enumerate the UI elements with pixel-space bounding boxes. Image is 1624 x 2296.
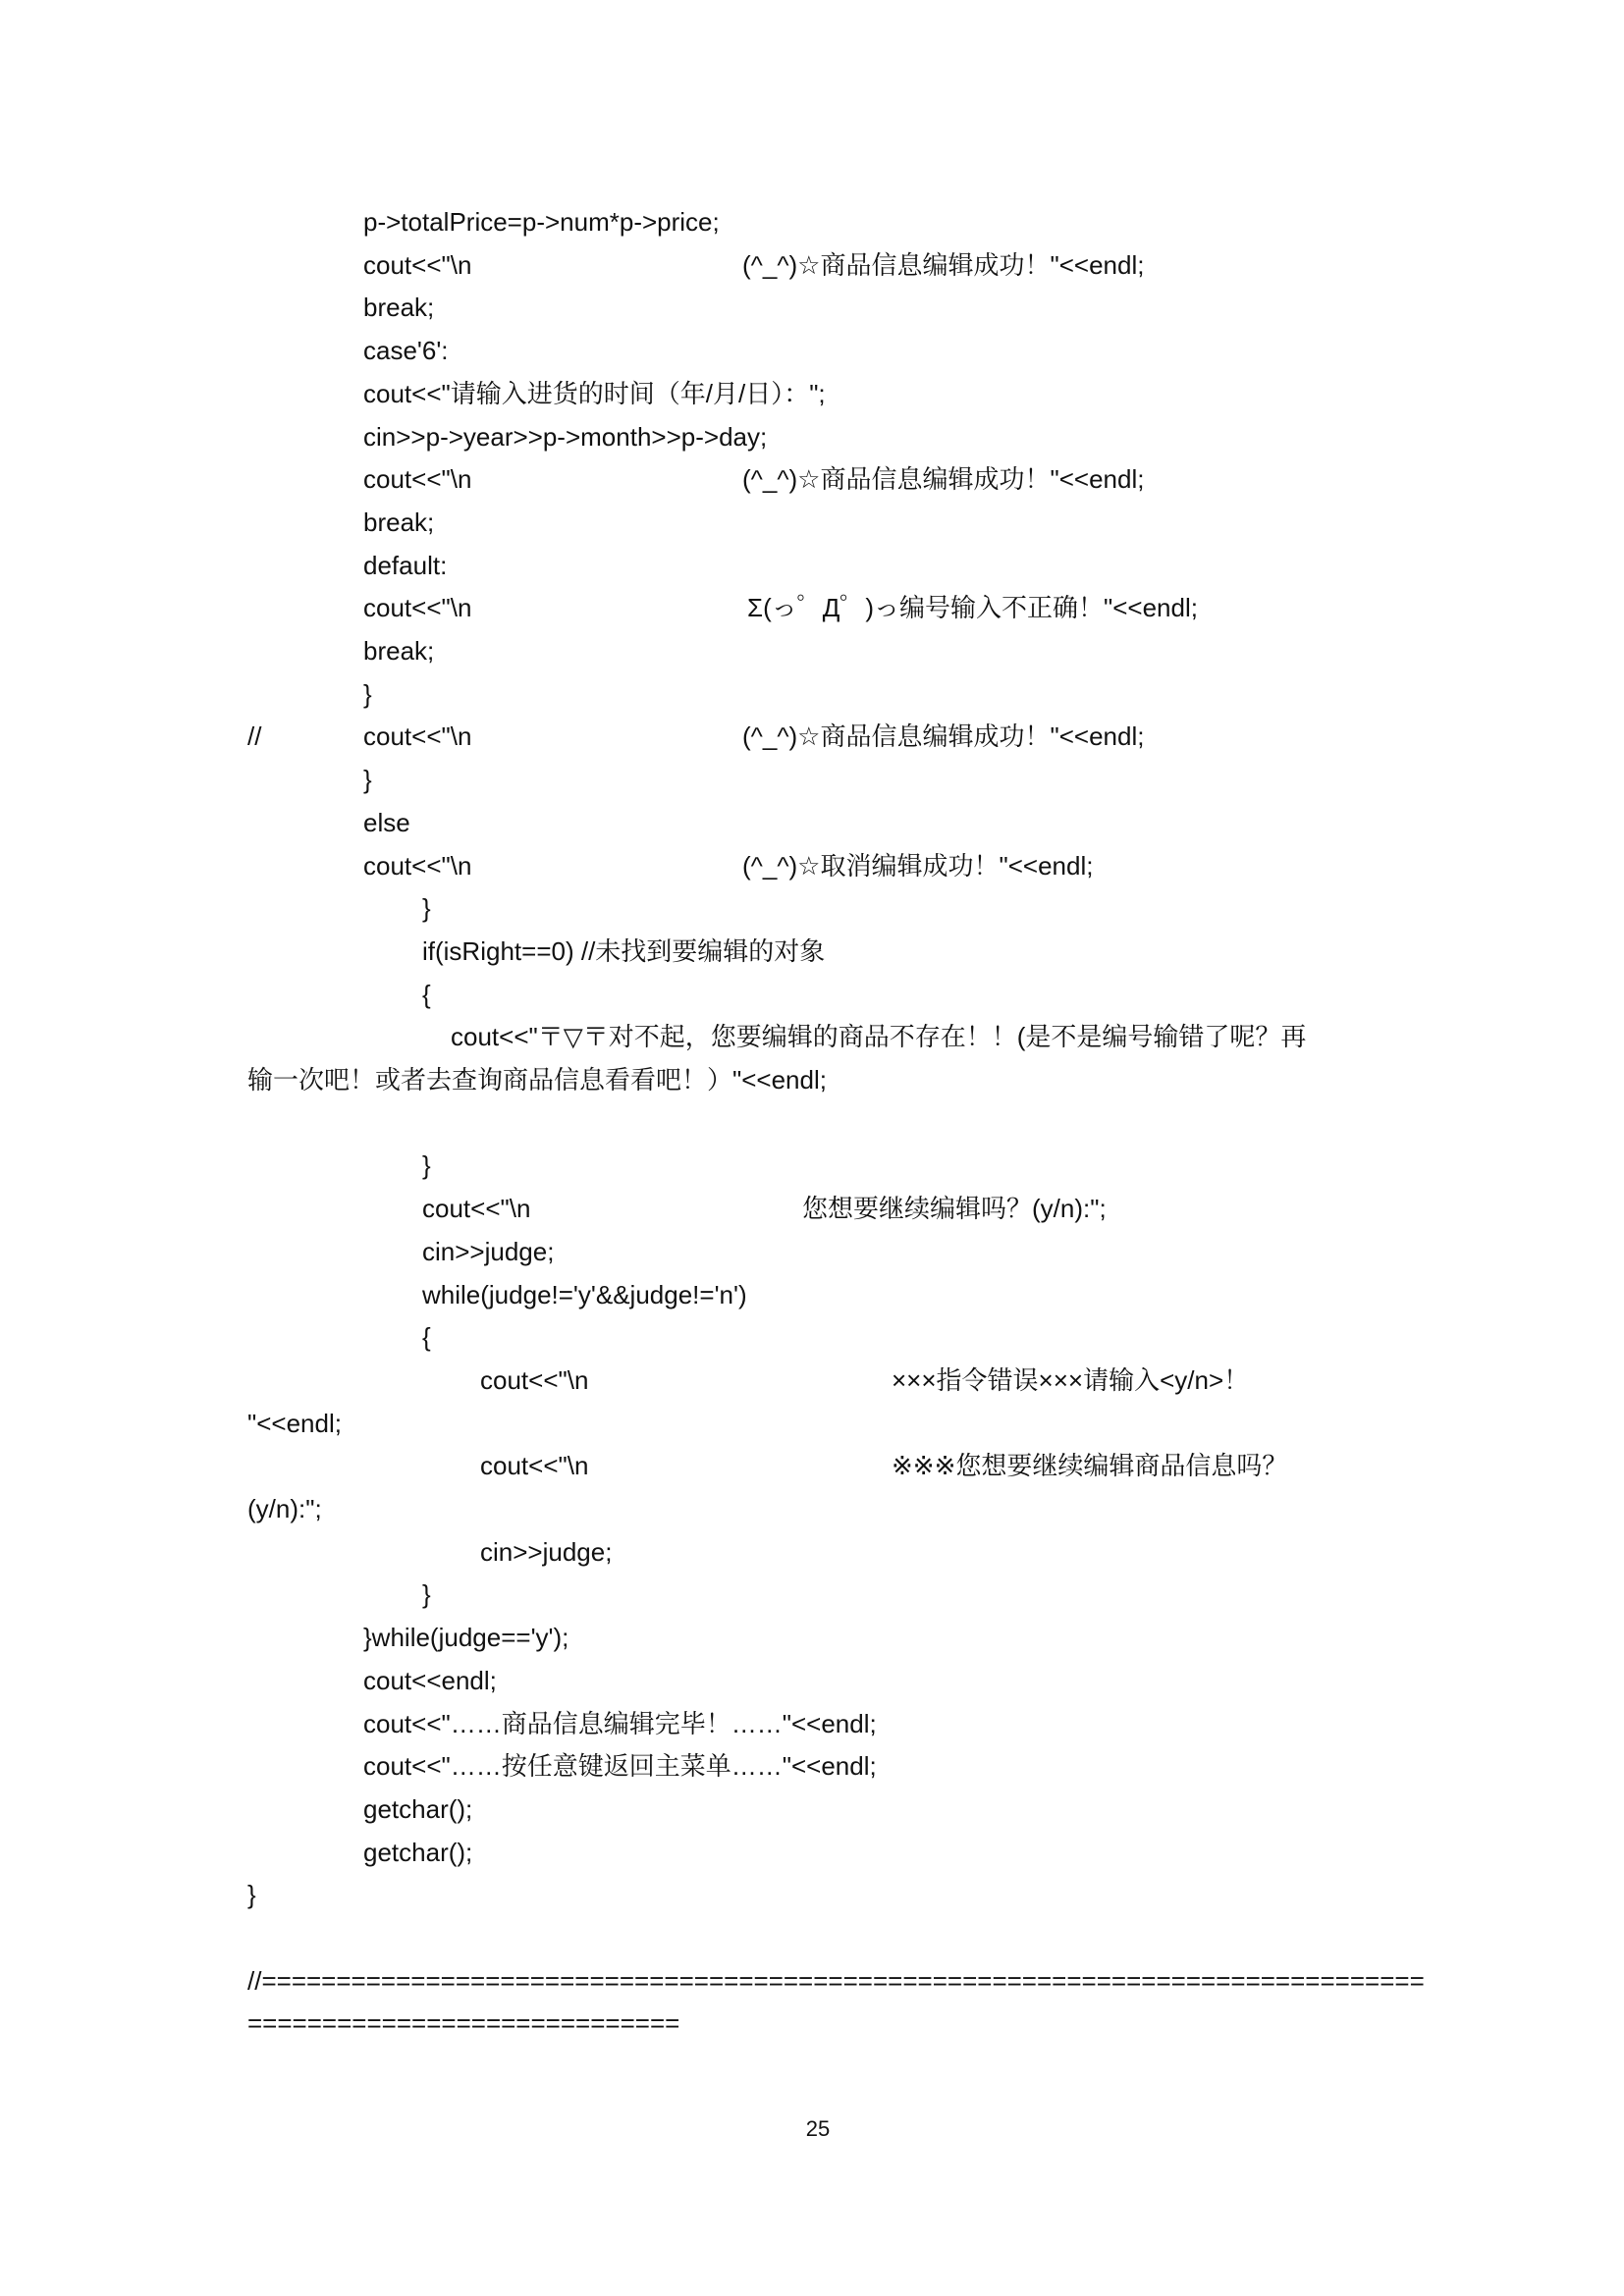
code-text: cout<<"\n: [363, 850, 472, 881]
code-text: //==============================================================================: [247, 1965, 1425, 1996]
code-text: cin>>p->year>>p->month>>p->day;: [363, 421, 768, 452]
code-text: cout<<endl;: [363, 1665, 497, 1695]
code-text: cout<<"\n: [480, 1364, 589, 1395]
code-text: cout<<"\n: [363, 249, 472, 280]
message-text: 您想要继续编辑吗？(y/n):";: [802, 1194, 1107, 1224]
code-text: case'6':: [363, 336, 449, 366]
code-text: (y/n):";: [247, 1494, 322, 1523]
code-text: =============================: [247, 2008, 680, 2039]
code-text: }while(judge=='y');: [363, 1623, 569, 1653]
code-text: cout<<"〒▽〒对不起，您要编辑的商品不存在！！(是不是编号输错了呢？再: [451, 1022, 1307, 1052]
code-text: cout<<"请输入进货的时间（年/月/日）：";: [363, 378, 826, 408]
code-text: getchar();: [363, 1793, 473, 1824]
message-text: ×××指令错误×××请输入<y/n>！: [892, 1364, 1250, 1395]
code-text: }: [422, 1150, 431, 1181]
code-text: cin>>judge;: [422, 1236, 555, 1266]
code-text: }: [247, 1880, 256, 1910]
code-text: if(isRight==0) //未找到要编辑的对象: [422, 935, 826, 966]
code-text: default:: [363, 550, 448, 580]
code-text: }: [363, 678, 372, 709]
message-text: (^_^)☆商品信息编辑成功！"<<endl;: [742, 464, 1145, 495]
message-text: (^_^)☆商品信息编辑成功！"<<endl;: [742, 249, 1145, 280]
code-text: cout<<"\n: [480, 1451, 589, 1481]
code-text: while(judge!='y'&&judge!='n'): [422, 1279, 747, 1309]
code-text: cout<<"……按任意键返回主菜单……"<<endl;: [363, 1751, 877, 1782]
code-text: cout<<"……商品信息编辑完毕！……"<<endl;: [363, 1708, 877, 1738]
code-text: break;: [363, 507, 435, 537]
code-text: }: [422, 1579, 431, 1610]
message-text: Σ(っ゜Д゜)っ编号输入不正确！"<<endl;: [747, 593, 1198, 623]
message-text: ※※※您想要继续编辑商品信息吗？: [892, 1451, 1288, 1481]
code-text: "<<endl;: [247, 1408, 342, 1438]
comment-prefix: //: [247, 721, 262, 752]
page-number: 25: [805, 2116, 831, 2141]
code-text: else: [363, 807, 410, 837]
message-text: (^_^)☆取消编辑成功！"<<endl;: [742, 850, 1094, 881]
code-text: cout<<"\n: [422, 1194, 531, 1224]
code-text: break;: [363, 293, 435, 323]
code-text: {: [422, 1322, 431, 1353]
code-text: cout<<"\n: [363, 721, 472, 752]
code-text: break;: [363, 636, 435, 666]
code-text: }: [422, 893, 431, 924]
code-text: getchar();: [363, 1837, 473, 1867]
code-text: {: [422, 979, 431, 1009]
code-text: }: [363, 765, 372, 795]
message-text: (^_^)☆商品信息编辑成功！"<<endl;: [742, 721, 1145, 752]
code-text: p->totalPrice=p->num*p->price;: [363, 207, 720, 237]
code-text: 输一次吧！或者去查询商品信息看看吧！）"<<endl;: [247, 1065, 827, 1095]
code-text: cout<<"\n: [363, 593, 472, 623]
code-text: cin>>judge;: [480, 1536, 613, 1567]
code-text: cout<<"\n: [363, 464, 472, 495]
